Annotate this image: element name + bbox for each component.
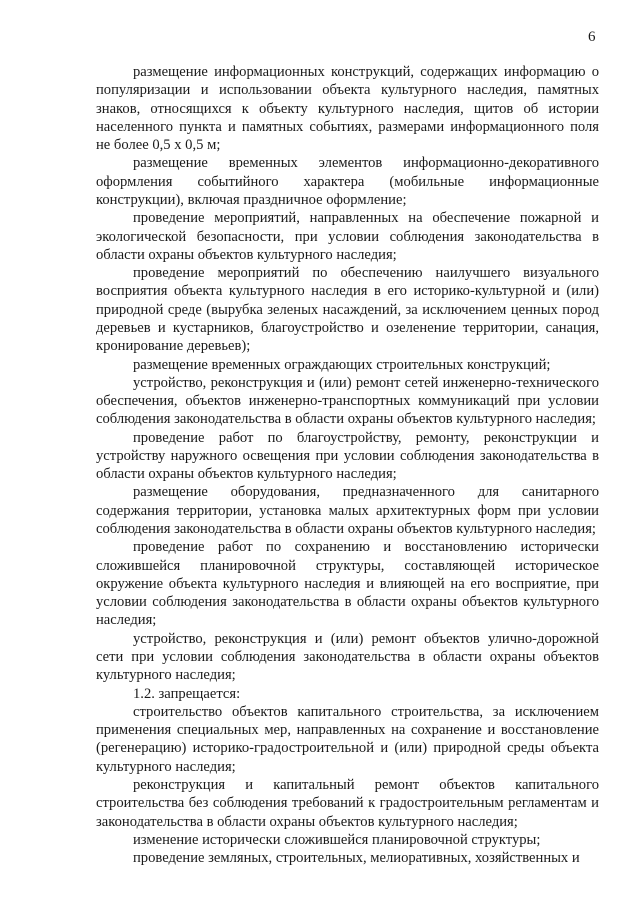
page-number: 6	[588, 29, 596, 45]
paragraph-landscaping-lighting: проведение работ по благоустройству, ремонту, реконструкции и устройству наружного освещения при условии соблюдения законодательства в области охраны объектов культурного наследия;	[96, 429, 599, 483]
paragraph-engineering-networks: устройство, реконструкция и (или) ремонт сетей инженерно-технического обеспечения, объектов инженерно-транспортных коммуникаций при условии соблюдения законодательства в области охраны объектов культурного наследия;	[96, 374, 599, 428]
paragraph-road-network: устройство, реконструкция и (или) ремонт объектов улично-дорожной сети при условии соблюдения законодательства в области охраны объектов культурного наследия;	[96, 630, 599, 684]
paragraph-planning-structure-change: изменение исторически сложившейся планировочной структуры;	[133, 831, 541, 848]
section-heading-prohibited: 1.2. запрещается:	[133, 685, 241, 702]
paragraph-earthworks: проведение земляных, строительных, мелиоративных, хозяйственных и	[133, 850, 580, 867]
paragraph-info-constructions: размещение информационных конструкций, содержащих информацию о популяризации и использовании объекта культурного наследия, памятных знаков, относящихся к объекту культурного наследия, щитов об истории населенного пункта и памятных событиях, размерами информационного поля не более 0,5 х 0,5 м;	[96, 64, 599, 154]
paragraph-visual-perception: проведение мероприятий по обеспечению наилучшего визуального восприятия объекта культурного наследия в его историко-культурной и (или) природной среде (вырубка зеленых насаждений, за исключением ценных пород деревьев и кустарников, благоустройство и озеленение территории, санация, кронирование деревьев);	[96, 265, 599, 355]
paragraph-fire-safety: проведение мероприятий, направленных на обеспечение пожарной и экологической безопасности, при условии соблюдения законодательства в области охраны объектов культурного наследия;	[96, 210, 599, 263]
paragraph-sanitary-equipment: размещение оборудования, предназначенного для санитарного содержания территории, установка малых архитектурных форм при условии соблюдения законодательства в области охраны объектов культурного наследия;	[96, 484, 599, 538]
paragraph-temporary-decor: размещение временных элементов информационно-декоративного оформления событийного характера (мобильные информационные конструкции), включая праздничное оформление;	[96, 155, 599, 208]
paragraph-planning-structure-restoration: проведение работ по сохранению и восстановлению исторически сложившейся планировочной структуры, составляющей историческое окружение объекта культурного наследия и влияющей на его восприятие, при условии соблюдения законодательства в области охраны объектов культурного наследия;	[96, 539, 599, 629]
paragraph-reconstruction-repair: реконструкция и капитальный ремонт объектов капитального строительства без соблюдения требований к градостроительным регламентам и законодательства в области охраны объектов культурного наследия;	[96, 776, 599, 830]
document-body	[96, 63, 599, 867]
paragraph-capital-construction: строительство объектов капитального строительства, за исключением применения специальных мер, направленных на сохранение и восстановление (регенерацию) историко-градостроительной и (или) природной среды объекта культурного наследия;	[96, 703, 599, 775]
paragraph-temporary-fencing: размещение временных ограждающих строительных конструкций;	[133, 356, 551, 373]
